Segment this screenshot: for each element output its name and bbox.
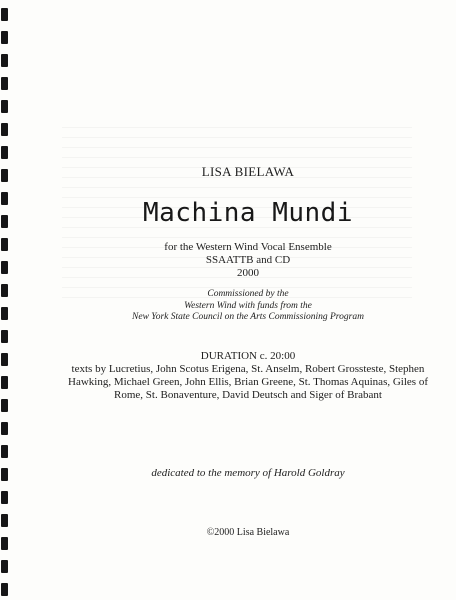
binding-hole [1,54,8,67]
binding-hole [1,422,8,435]
year-line: 2000 [237,267,259,279]
text-sources: texts by Lucretius, John Scotus Erigena, St. Anselm, Robert Grossteste, Stephen Hawking, Michael Green, John Ellis, Brian Greene, St. Thomas Aquinas, Giles of Rome, St. Bonaventure, David Deutsch and Siger of Brabant [68,363,428,402]
binding-hole [1,537,8,550]
binding-hole [1,77,8,90]
spiral-binding [0,0,16,600]
binding-hole [1,146,8,159]
binding-hole [1,330,8,343]
instrumentation-block [40,241,456,280]
binding-hole [1,353,8,366]
copyright-line: ©2000 Lisa Bielawa [206,527,290,538]
binding-hole [1,238,8,251]
binding-hole [1,376,8,389]
binding-hole [1,491,8,504]
commission-line-3: New York State Council on the Arts Commissioning Program [132,312,364,322]
binding-hole [1,468,8,481]
commission-block [40,289,456,324]
binding-hole [1,560,8,573]
binding-hole [1,261,8,274]
binding-hole [1,192,8,205]
binding-hole [1,123,8,136]
binding-hole [1,583,8,596]
binding-hole [1,169,8,182]
ensemble-line: for the Western Wind Vocal Ensemble [164,241,332,253]
binding-hole [1,514,8,527]
binding-hole [1,8,8,21]
binding-hole [1,399,8,412]
binding-hole [1,307,8,320]
duration-line: DURATION c. 20:00 [200,350,296,362]
commission-line-2: Western Wind with funds from the [184,300,312,311]
composer-name: LISA BIELAWA [201,164,295,179]
binding-hole [1,445,8,458]
work-title: Machina Mundi [143,198,353,228]
binding-hole [1,31,8,44]
dedication-line: dedicated to the memory of Harold Goldray [151,467,345,479]
voicing-line: SSAATTB and CD [205,254,291,266]
binding-hole [1,215,8,228]
binding-hole [1,284,8,297]
binding-hole [1,100,8,113]
commission-line-1: Commissioned by the [207,289,289,299]
